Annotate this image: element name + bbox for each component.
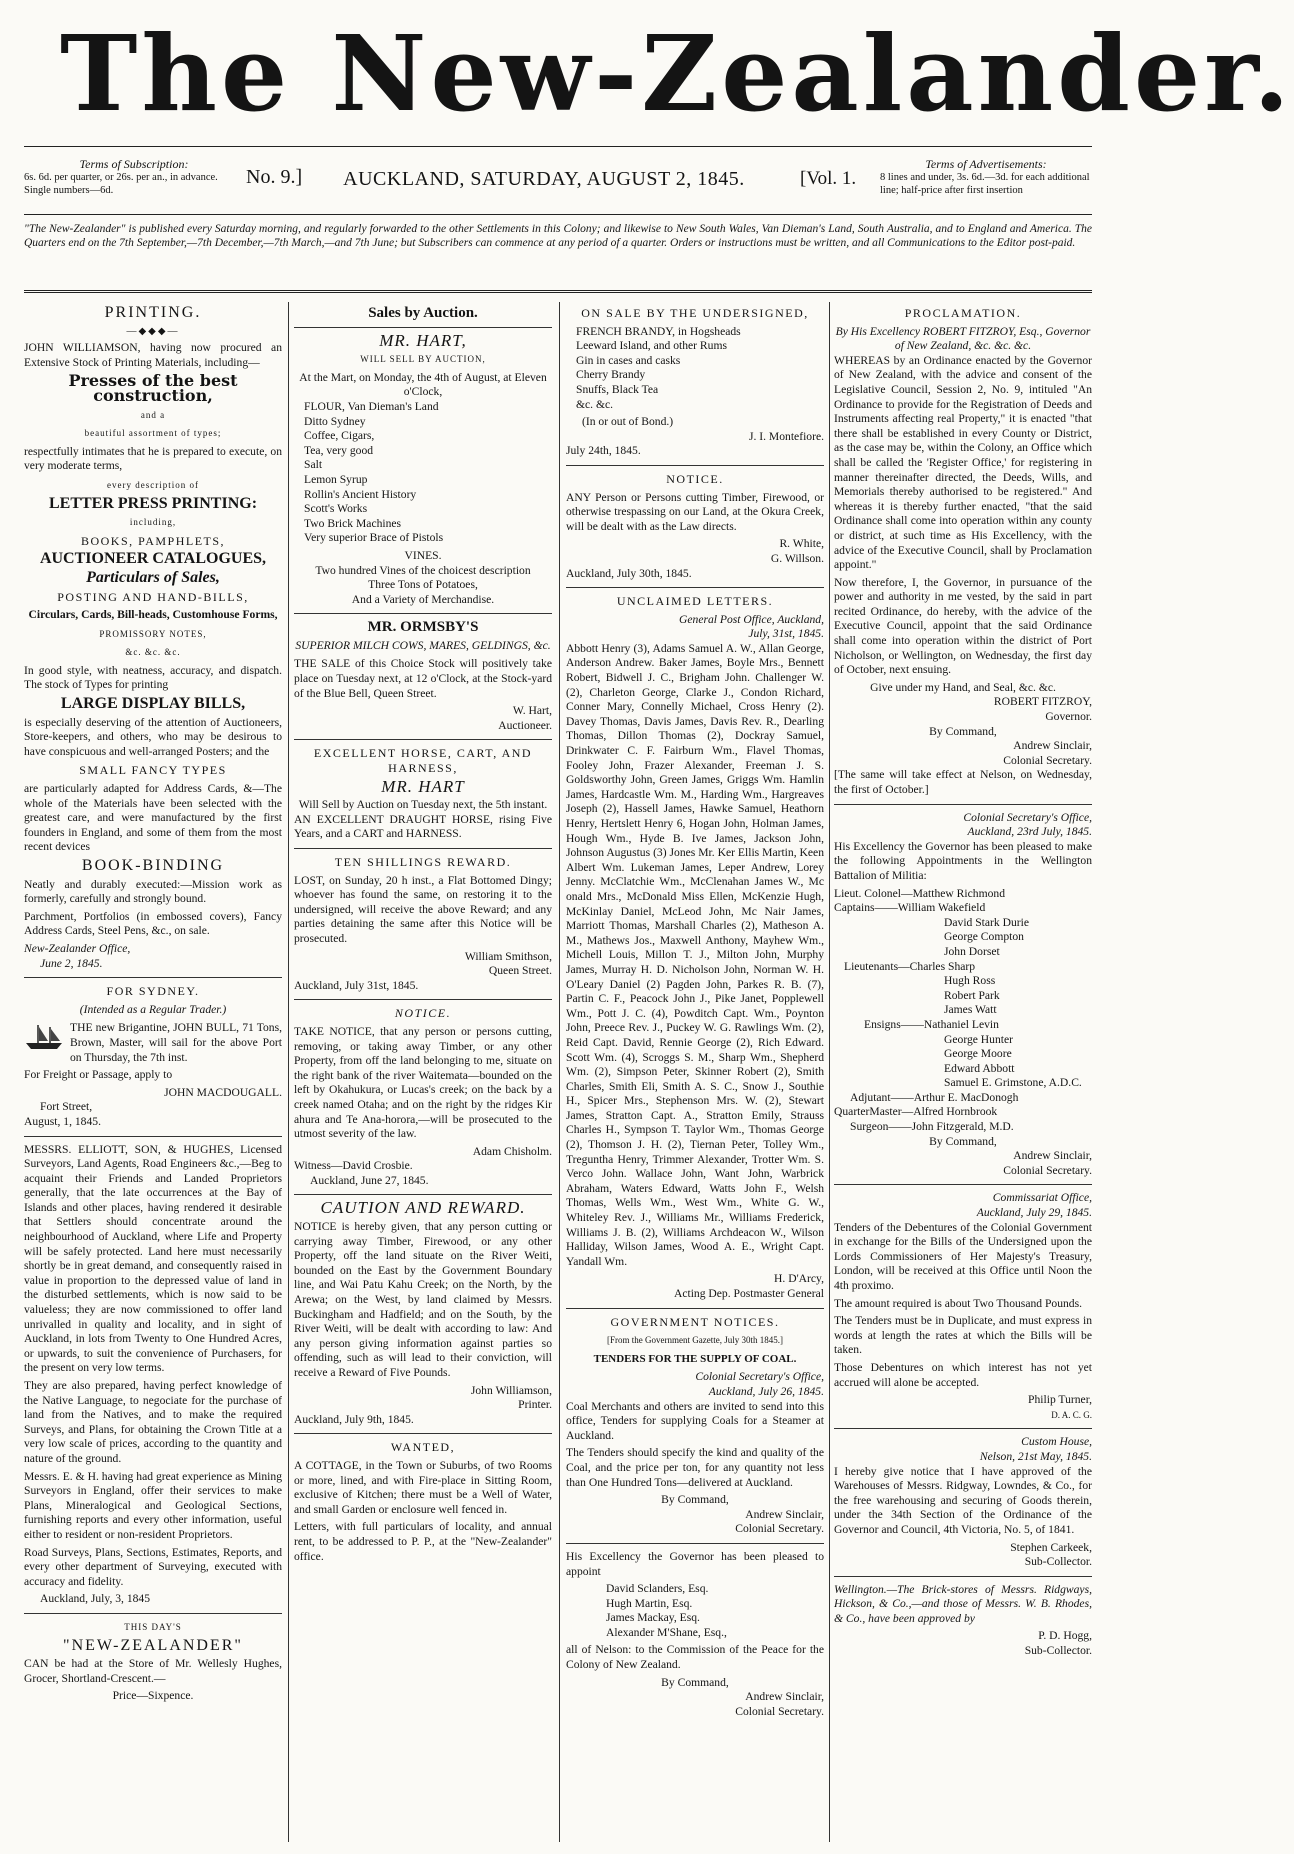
subscription-terms: Terms of Subscription: 6s. 6d. per quarter, or 26s. per an., in advance. Single numbers—6d. (24, 157, 218, 196)
issue-number: No. 9.] (246, 166, 303, 188)
sales-heading: Sales by Auction. (368, 305, 478, 321)
dateline-rule (24, 214, 1092, 215)
column-3: ON SALE BY THE UNDERSIGNED, FRENCH BRANDY, in Hogsheads Leeward Island, and other Rums Gin in cases and casks Cherry Brandy Snuffs, Black Tea &c. &c. (In or out of Bond.) J. I. Montefiore. July 24th, 1845. NOTICE. ANY Person or Persons cutting Timber, Firewood, or otherwise trespassing on our Land, at the Okura Creek, will be dealt with as the Law directs. R. White, G. Willson. Auckland, July 30th, 1845. UNCLAIMED LETTERS. General Post Office, Auckland, July, 31st, 1845. Abbott Henry (3), Adams Samuel A. W., Allan George, Anderson Andrew. Baker James, Boyle Mrs., Bennett Robert, Bidwell J. C., Brigham John. Challenger W. (2), Charleton George, Clarke J., Condon Richard, Conner Mary, Connelly Michael, Cross Henry (2). Davey Thomas, Davis James, Davis Rev. R., Dearling Thomas, Dillon Thomas (2), Dockray Samuel, Drinkwater C. F. Fairburn Wm., Flavel Thomas, Fooley John, Frazer Alexander, Freeman J. S. Goldsworthy John, Green James, Griggs Wm. Hamlin James, Hardcastle Wm. M., Harding Wm., Hargreaves Joseph (2), Hassell James, Hawke Samuel, Heathorn Henry, Hertslett Henry 6, Hogan John, Holman James, Hough Wm., Hyde B. Ive James, Jackson John, Johnson Augustus (3) Jones Mr. Ker Ellis Martin, Keen Albert Wm. Lukeman James, Leper Andrew, Lorey Jenny. McClatchie Wm., McClenahan James W., Mc onald Mrs., McDonald Miss Ellen, McKenzie Hugh, McKinlay Daniel, McLeod John, Mc Nair James, Marriott Thomas, Marshall Charles (2), Matheson A. M., Mathews Jos., Maxwell Anthony, Mayhew Wm., Michell Louis, Millon T. J., Milton John, Murphy James, Murray H. D. Nicholson John, Norman W. H. O'Leary Daniel (2) Pagden John, Parkes R. B. (7), Partin C. F., Peacock John J., Pike Janet, Popplewell Wm., Pott J. C. (4), Powditch Capt. Wm., Poynton John, Preece Rev. J., Puckey W. G. Rawlings Wm. (2), Reid Capt. David, Rennie George (2), Rich Edward. Scott Wm. (4), Scroggs S. M., Sharp Wm., Shepherd Wm. (2), Simpson Peter, Skinner Robert (2), Smith Charles, Smith Eli, Smith A. S. C., Snow J., Southie H., Spicer Mrs., Stephenson Mrs. W. (2), Stewart James, Stratton Capt. A., Stratton Emily, Strauss Charles H., Sympson T. Taylor Wm., Thomas George (2), Thomson J. H. (2), Tiernan Peter, Tolley Wm., Treguntha Henry, Trimmer Alexander, Trotter Wm. S. Verco John. Wallace John, Want John, Warbrick Abraham, Waters Edward, Watts John F., Welsh Thomas, Wells Wm., West Wm., White G. W., Whiteley Rev. J., Williams Mr., Williams Frederick, Williams J. B. (2), Williams Archdeacon W., Wilson Halliday, Wilson James, Wood A. E., Wright Capt. Yandall Wm. H. D'Arcy, Acting Dep. Postmaster General GOVERNMENT NOTICES. [From the Government Gazette, July 30th 1845.] TENDERS FOR THE SUPPLY OF COAL. Colonial Secretary's Office, Auckland, July 26, 1845. Coal Merchants and others are invited to send into this office, Tenders for supplying Coals for a Steamer at Auckland. The Tenders should specify the kind and quality of the Coal, and the price per ton, for any quantity not less than One Hundred Tons—delivered at Auckland. By Command, Andrew Sinclair, Colonial Secretary. His Excellency the Governor has been pleased to appoint David Sclanders, Esq. Hugh Martin, Esq. James Mackay, Esq. Alexander M'Shane, Esq., all of Nelson: to the Commission of the Peace for the Colony of New Zealand. By Command, Andrew Sinclair, Colonial Secretary. (566, 306, 824, 1718)
column-divider (559, 302, 560, 1842)
sydney-heading: FOR SYDNEY. (106, 984, 200, 999)
printing-intro: JOHN WILLIAMSON, having now procured an Extensive Stock of Printing Materials, including— (24, 341, 282, 369)
ship-icon (24, 1023, 64, 1051)
ornament: —◆◆◆— (126, 325, 180, 337)
bookbinding-heading: BOOK-BINDING (81, 857, 225, 874)
column-divider (288, 302, 289, 1842)
column-1: PRINTING. —◆◆◆— JOHN WILLIAMSON, having now procured an Extensive Stock of Printing Materials, including— Presses of the best construction, and a beautiful assortment of types; respectfully intimates that he is prepared to execute, on very moderate terms, every description of LETTER PRESS PRINTING: including, BOOKS, PAMPHLETS, AUCTIONEER CATALOGUES, Particulars of Sales, POSTING AND HAND-BILLS, Circulars, Cards, Bill-heads, Customhouse Forms, PROMISSORY NOTES, &c. &c. &c. In good style, with neatness, accuracy, and dispatch. The stock of Types for printing LARGE DISPLAY BILLS, is especially deserving of the attention of Auctioneers, Store-keepers, and others, who may be desirous to have conspicuous and well-arranged Posters; and the SMALL FANCY TYPES are particularly adapted for Address Cards, &—The whole of the Materials have been selected with the greatest care, and were manufactured by the first founders in England, and some of them from the most recent devices BOOK-BINDING Neatly and durably executed:—Mission work as formerly, carefully and strongly bound. Parchment, Portfolios (in embossed covers), Fancy Address Cards, Steel Pens, &c., on sale. New-Zealander Office, June 2, 1845. FOR SYDNEY. (Intended as a Regular Trader.) THE new Brigantine, JOHN BULL, 71 Tons, Brown, Master, will sail for the above Port on Thursday, the 7th inst. For Freight or Passage, apply to JOHN MACDOUGALL. Fort Street, August, 1, 1845. MESSRS. ELLIOTT, SON, & HUGHES, Licensed Surveyors, Land Agents, Road Engineers &c.,—Beg to acquaint their Friends and Landed Proprietors generally, that the late occurrences at the Bay of Islands and other places, having rendered it desirable that Settlers should concentrate around the neighbourhood of Auckland, where Life and Property will be safely protected. Land here must necessarily shortly be in great demand, and consequently raised in value in proportion to the depressed value of land in the disturbed settlements, which is now said to be valueless; they are now commissioned to offer land unrivalled in quality and locality, and in sight of Auckland, in lots from Twenty to One Hundred Acres, or upwards, to suit the convenience of Purchasers, for the present on very low terms. They are also prepared, having perfect knowledge of the Native Language, to negociate for the purchase of land from the Natives, and to make the required Surveys, and Plans, for obtaining the Crown Title at a very low scale of prices, according to the quantity and nature of the ground. Messrs. E. & H. having had great experience as Mining Surveyors in England, offer their services to make Plans, Mineralogical and Geological Sections, furnishing reports and every other information, useful either to resident or non-resident Proprietors. Road Surveys, Plans, Sections, Estimates, Reports, and every other department of Surveying, executed with accuracy and fidelity. Auckland, July, 3, 1845 THIS DAY'S "NEW-ZEALANDER" CAN be had at the Store of Mr. Wellesly Hughes, Grocer, Shortland-Crescent.— Price—Sixpence. (24, 304, 282, 1703)
sydney-text: THE new Brigantine, JOHN BULL, 71 Tons, Brown, Master, will sail for the above Port on Thursday, the 7th inst. (70, 1021, 282, 1064)
column-2: Sales by Auction. MR. HART, WILL SELL BY AUCTION, At the Mart, on Monday, the 4th of August, at Eleven o'Clock, FLOUR, Van Dieman's Land Ditto Sydney Coffee, Cigars, Tea, very good Salt Lemon Syrup Rollin's Ancient History Scott's Works Two Brick Machines Very superior Brace of Pistols VINES. Two hundred Vines of the choicest description Three Tons of Potatoes, And a Variety of Merchandise. MR. ORMSBY'S SUPERIOR MILCH COWS, MARES, GELDINGS, &c. THE SALE of this Choice Stock will positively take place on Tuesday next, at 12 o'Clock, at the Stock-yard of the Blue Bell, Queen Street. W. Hart, Auctioneer. EXCELLENT HORSE, CART, AND HARNESS, MR. HART Will Sell by Auction on Tuesday next, the 5th instant. AN EXCELLENT DRAUGHT HORSE, rising Five Years, and a CART and HARNESS. TEN SHILLINGS REWARD. LOST, on Sunday, 20 h inst., a Flat Bottomed Dingy; whoever has found the same, on restoring it to the undersigned, will receive the above Reward; and any parties detaining the same after this Notice will be prosecuted. William Smithson, Queen Street. Auckland, July 31st, 1845. NOTICE. TAKE NOTICE, that any person or persons cutting, removing, or taking away Timber, or any other Property, from off the land belonging to me, situate on the right bank of the river Waitemata—bounded on the left by Okahukura, or Lucas's creek; on the back by a creek named Otaha; and on the right by the ridges Kir ahura and Te Ana-horora,—will be prosecuted to the utmost severity of the law. Adam Chisholm. Witness—David Crosbie. Auckland, June 27, 1845. CAUTION AND REWARD. NOTICE is hereby given, that any person cutting or carrying away Timber, Firewood, or any other Property, off the land situate on the River Weiti, bounded on the East by the Government Boundary line, and Wai Patu Kahu Creek; on the North, by the Arewa; on the West, by land claimed by Messrs. Buckingham and Hadfield; and on the South, by the River Weiti, will be dealt with according to law: And any person giving information against parties so offending, such as will lead to their conviction, will receive a Reward of Five Pounds. John Williamson, Printer. Auckland, July 9th, 1845. WANTED, A COTTAGE, in the Town or Suburbs, of two Rooms or more, lined, and with Fire-place in Sitting Room, exclusive of Kitchen; there must be a Well of Water, and small Garden or enclosure well fenced in. Letters, with full particulars of locality, and annual rent, to be addressed to P. P., at the "New-Zealander" office. (294, 305, 552, 1563)
column-4: PROCLAMATION. By His Excellency ROBERT FITZROY, Esq., Governor of New Zealand, &c. &c. &c. WHEREAS by an Ordinance enacted by the Governor of New Zealand, with the advice and consent of the Legislative Council, Session 2, No. 9, intituled "An Ordinance to provide for the Registration of Deeds and Instruments affecting real Property," it is enacted "that there shall be established in every County or District, as the case may be, within the Colony, an Office which shall be called the 'Register Office,' for registering in manner thereinafter directed, the Deeds, Wills, and Memorials thereby authorised to be registered." And whereas it is thereby further enacted, "that the said Ordinance shall come into operation within any county or district, at such time as His Excellency, with the advice of the Executive Council, shall by Proclamation appoint." Now therefore, I, the Governor, in pursuance of the power and authority in me vested, by the said in part recited Ordinance, do hereby, with the advice of the Executive Council, appoint that the said Ordinance shall come into operation within the district of Port Nicholson, or Wellington, on Wednesday, the first day of October, next ensuing. Give under my Hand, and Seal, &c. &c. ROBERT FITZROY, Governor. By Command, Andrew Sinclair, Colonial Secretary. [The same will take effect at Nelson, on Wednesday, the first of October.] Colonial Secretary's Office, Auckland, 23rd July, 1845. His Excellency the Governor has been pleased to make the following Appointments in the Wellington Battalion of Militia: Lieut. Colonel—Matthew Richmond Captains——William Wakefield David Stark Durie George Compton John Dorset Lieutenants—Charles Sharp Hugh Ross Robert Park James Watt Ensigns——Nathaniel Levin George Hunter George Moore Edward Abbott Samuel E. Grimstone, A.D.C. Adjutant——Arthur E. MacDonogh QuarterMaster—Alfred Hornbrook Surgeon——John Fitzgerald, M.D. By Command, Andrew Sinclair, Colonial Secretary. Commissariat Office, Auckland, July 29, 1845. Tenders of the Debentures of the Colonial Government in exchange for the Bills of the Undersigned upon the Lords Commissioners of Her Majesty's Treasury, London, will be received at this Office until Noon the 4th proximo. The amount required is about Two Thousand Pounds. The Tenders must be in Duplicate, and must express in words at length the rates at which the Bills will be taken. Those Debentures on which interest has not yet accrued will alone be accepted. Philip Turner, D. A. C. G. Custom House, Nelson, 21st May, 1845. I hereby give notice that I have approved of the Warehouses of Messrs. Ridgway, Lowndes, & Co., for the free warehousing and securing of Goods therein, under the 34th Section of the Ordinance of the Governor and Council, 4th Victoria, No. 5, of 1841. Stephen Carkeek, Sub-Collector. Wellington.—The Brick-stores of Messrs. Ridgways, Hickson, & Co.,—and those of Messrs. W. B. Rhodes, & Co., have been approved by P. D. Hogg, Sub-Collector. (834, 306, 1092, 1658)
notice-rule (24, 290, 1092, 293)
publication-notice: "The New-Zealander" is published every Saturday morning, and regularly forwarded to the other Settlements in this Colony; and likewise to New South Wales, Van Dieman's Land, South Australia, and to England and America. The Quarters end on the 7th September,—7th December,—7th March,—and 7th June; but Subscribers can commence at any period of a quarter. Orders or instructions must be written, and all Communications to the Editor post-paid. (24, 223, 1092, 249)
printing-heading: PRINTING. (104, 304, 202, 321)
masthead-rule (24, 146, 1092, 147)
proclamation-heading: PROCLAMATION. (904, 306, 1022, 320)
letters-list: Abbott Henry (3), Adams Samuel A. W., Allan George, Anderson Andrew. Baker James, Boyle Mrs., Bennett Robert, Bidwell J. C., Brigham John. Challenger W. (2), Charleton George, Clarke J., Condon Richard, Conner Mary, Connelly Michael, Cross Henry (2). Davey Thomas, Davis James, Davis Rev. R., Dearling Thomas, Dillon Thomas (2), Dockray Samuel, Drinkwater C. F. Fairburn Wm., Flavel Thomas, Fooley John, Frazer Alexander, Freeman J. S. Goldsworthy John, Green James, Griggs Wm. Hamlin James, Hardcastle Wm. M., Harding Wm., Hargreaves Joseph (2), Hassell James, Hawke Samuel, Heathorn Henry, Hertslett Henry 6, Hogan John, Holman James, Hough Wm., Hyde B. Ive James, Jackson John, Johnson Augustus (3) Jones Mr. Ker Ellis Martin, Keen Albert Wm. Lukeman James, Leper Andrew, Lorey Jenny. McClatchie Wm., McClenahan James W., Mc onald Mrs., McDonald Miss Ellen, McKenzie Hugh, McKinlay Daniel, McLeod John, Mc Nair James, Marriott Thomas, Marshall Charles (2), Matheson A. M., Mathews Jos., Maxwell Anthony, Mayhew Wm., Michell Louis, Millon T. J., Milton John, Murphy James, Murray H. D. Nicholson John, Norman W. H. O'Leary Daniel (2) Pagden John, Parkes R. B. (7), Partin C. F., Peacock John J., Pike Janet, Popplewell Wm., Pott J. C. (4), Powditch Capt. Wm., Poynton John, Preece Rev. J., Puckey W. G. Rawlings Wm. (2), Reid Capt. David, Rennie George (2), Rich Edward. Scott Wm. (4), Scroggs S. M., Sharp Wm., Shepherd Wm. (2), Simpson Peter, Skinner Robert (2), Smith Charles, Smith Eli, Smith A. S. C., Snow J., Southie H., Spicer Mrs., Stephenson Mrs. W. (2), Stewart James, Stratton Capt. A., Stratton Emily, Strauss Charles H., Sympson T. Taylor Wm., Thomas George (2), Thomson J. H. (2), Tiernan Peter, Tolley Wm., Treguntha Henry, Trimmer Alexander, Trotter Wm. S. Verco John. Wallace John, Want John, Warbrick Abraham, Waters Edward, Watts John F., Welsh Thomas, Wells Wm., West Wm., White G. W., Whiteley Rev. J., Williams Mr., Williams Frederick, Williams J. B. (2), Williams Archdeacon W., Wilson Halliday, Wilson James, Wood A. E., Wright Capt. Yandall Wm. (566, 641, 824, 1268)
letters-heading: UNCLAIMED LETTERS. (616, 594, 774, 609)
elliott-advert: MESSRS. ELLIOTT, SON, & HUGHES, Licensed Surveyors, Land Agents, Road Engineers &c.,—Beg to acquaint their Friends and Landed Proprietors generally, that the late occurrences at the Bay of Islands and other places, having rendered it desirable that Settlers should concentrate around the neighbourhood of Auckland, where Life and Property will be safely protected. Land here must necessarily shortly be in great demand, and consequently raised in value in proportion to the depressed value of land in the disturbed settlements, which is now said to be valueless; they are now commissioned to offer land unrivalled in quality and locality, and in sight of Auckland, in lots from Twenty to One Hundred Acres, or upwards, to suit the convenience of Purchasers, for the present on very low terms. (24, 1142, 282, 1375)
issue-date: AUCKLAND, SATURDAY, AUGUST 2, 1845. (343, 168, 745, 190)
masthead-title: The New-Zealander. (60, 12, 1294, 135)
militia-list: Lieut. Colonel—Matthew Richmond Captains——William Wakefield David Stark Durie George Compton John Dorset Lieutenants—Charles Sharp Hugh Ross Robert Park James Watt Ensigns——Nathaniel Levin George Hunter George Moore Edward Abbott Samuel E. Grimstone, A.D.C. Adjutant——Arthur E. MacDonogh QuarterMaster—Alfred Hornbrook Surgeon——John Fitzgerald, M.D. (834, 886, 1082, 1134)
volume-number: [Vol. 1. (800, 168, 857, 189)
auction-items: FLOUR, Van Dieman's Land Ditto Sydney Coffee, Cigars, Tea, very good Salt Lemon Syrup Rollin's Ancient History Scott's Works Two Brick Machines Very superior Brace of Pistols (304, 399, 444, 545)
dateline (24, 156, 1092, 210)
advertisement-terms: Terms of Advertisements: 8 lines and under, 3s. 6d.—3d. for each additional line; half-price after first insertion (880, 157, 1090, 196)
daily-title: "NEW-ZEALANDER" (63, 1636, 243, 1654)
column-divider (829, 302, 830, 1842)
